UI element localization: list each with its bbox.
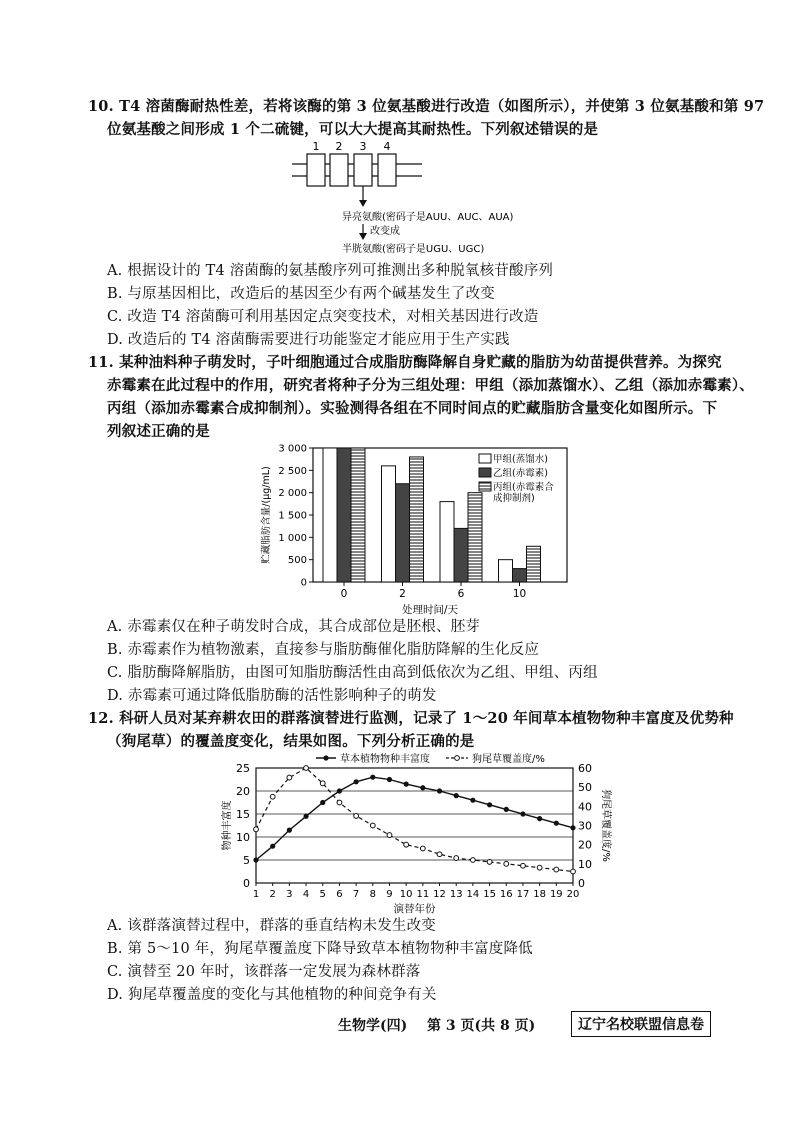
- bar-legend-label-2: 成抑制剂): [493, 493, 535, 504]
- line-right-tick-label: 20: [578, 838, 592, 852]
- line-xtick-label: 10: [399, 889, 413, 900]
- richness-point-4: [303, 814, 308, 819]
- coverage-point-14: [470, 858, 475, 863]
- bar-ytick-label: 2 500: [278, 465, 307, 477]
- line-right-tick-label: 10: [578, 857, 592, 871]
- richness-point-6: [337, 788, 342, 793]
- richness-point-18: [537, 816, 542, 821]
- bar-xtick-label: 6: [457, 588, 465, 600]
- q10-label-from: 异亮氨酸(密码子是AUU、AUC、AUA): [342, 212, 514, 223]
- q11-option-c: C. 脂肪酶降解脂肪，由图可知脂肪酶活性由高到低依次为乙组、甲组、丙组: [107, 665, 598, 681]
- line-xtick-label: 11: [416, 889, 430, 900]
- richness-point-12: [437, 788, 442, 793]
- line-xtick-label: 3: [286, 889, 293, 900]
- bar-legend-label-0: 甲组(蒸馏水): [493, 454, 548, 465]
- bar-ytick-label: 1 000: [278, 532, 307, 544]
- q12-option-a: A. 该群落演替过程中，群落的垂直结构未发生改变: [107, 918, 436, 934]
- amino-acid-box-2: [330, 154, 348, 186]
- line-xtick-label: 4: [302, 889, 310, 900]
- bar-legend-label-1: 乙组(赤霉素): [493, 468, 548, 479]
- q12-option-d: D. 狗尾草覆盖度的变化与其他植物的种间竞争有关: [107, 987, 437, 1003]
- q10-protein-diagram: [280, 140, 540, 260]
- bar-ytick-label: 0: [300, 577, 307, 589]
- line-xtick-label: 7: [352, 889, 360, 900]
- coverage-point-20: [571, 869, 576, 874]
- q10-stem-line1: 10. T4 溶菌酶耐热性差，若将该酶的第 3 位氨基酸进行改造（如图所示），并使第 3 位氨基酸和第 97: [88, 98, 765, 115]
- arrow-down-2-head: [359, 233, 367, 240]
- line-right-tick-label: 30: [578, 819, 592, 833]
- bar-1-2: [396, 484, 410, 582]
- line-xtick-label: 1: [252, 889, 260, 900]
- q11-stem-line2: 赤霉素在此过程中的作用，研究者将种子分为三组处理：甲组（添加蒸馏水）、乙组（添加赤霉素）、: [107, 377, 754, 394]
- bar-y-axis-label: 贮藏脂肪含量/(μg/mL): [261, 466, 272, 564]
- footer-brand-box: [571, 1011, 711, 1037]
- legend-label-coverage: 狗尾草覆盖度/%: [472, 754, 545, 765]
- line-xtick-label: 16: [499, 889, 513, 900]
- bar-2-2: [410, 457, 424, 582]
- position-label-3: 3: [359, 140, 367, 153]
- line-right-tick-label: 60: [578, 762, 592, 775]
- bar-2-0: [351, 448, 365, 582]
- richness-point-10: [404, 782, 409, 787]
- bar-ytick-label: 3 000: [278, 443, 307, 455]
- line-xtick-label: 15: [483, 889, 496, 900]
- q11-option-a: A. 赤霉素仅在种子萌发时合成，其合成部位是胚根、胚芽: [107, 619, 481, 635]
- bar-ytick-label: 500: [287, 555, 307, 567]
- richness-point-5: [320, 800, 325, 805]
- legend-marker-coverage: [455, 756, 460, 761]
- coverage-point-6: [337, 800, 342, 805]
- q10-label-to: 半胱氨酸(密码子是UGU、UGC): [342, 244, 485, 255]
- q11-option-b: B. 赤霉素作为植物激素，直接参与脂肪酶催化脂肪降解的生化反应: [107, 642, 540, 658]
- coverage-line: [256, 768, 573, 872]
- coverage-point-7: [354, 814, 359, 819]
- bar-1-10: [513, 569, 527, 582]
- footer-subject: 生物学(四): [338, 1018, 408, 1034]
- coverage-point-9: [387, 833, 392, 838]
- bar-0-2: [382, 466, 396, 582]
- richness-point-19: [554, 821, 559, 826]
- richness-point-8: [370, 775, 375, 780]
- line-left-tick-label: 20: [236, 785, 250, 798]
- legend-marker-richness: [323, 755, 328, 760]
- q12-stem-line1: 12. 科研人员对某弃耕农田的群落演替进行监测，记录了 1～20 年间草本植物物种丰富度及优势种: [88, 710, 734, 727]
- line-xtick-label: 6: [336, 889, 343, 900]
- line-xtick-label: 19: [549, 889, 563, 900]
- line-xtick-label: 12: [433, 889, 446, 900]
- coverage-point-10: [404, 842, 409, 847]
- coverage-point-12: [437, 852, 442, 857]
- bar-ytick-label: 2 000: [278, 488, 307, 500]
- line-x-axis-label: 演替年份: [393, 903, 436, 915]
- richness-point-14: [470, 798, 475, 803]
- line-left-tick-label: 5: [243, 854, 250, 867]
- line-xtick-label: 8: [369, 889, 376, 900]
- q10-option-c: C. 改造 T4 溶菌酶可利用基因定点突变技术，对相关基因进行改造: [107, 309, 539, 325]
- bar-2-10: [527, 546, 541, 582]
- q11-stem-line4: 列叙述正确的是: [107, 423, 210, 440]
- bar-legend-label-2: 丙组(赤霉素合: [493, 482, 554, 493]
- coverage-point-1: [254, 827, 259, 832]
- coverage-point-4: [304, 766, 309, 771]
- coverage-point-18: [537, 865, 542, 870]
- coverage-point-17: [521, 863, 526, 868]
- amino-acid-box-3: [354, 154, 372, 186]
- richness-point-13: [454, 793, 459, 798]
- bar-0-0: [323, 448, 337, 582]
- bar-0-6: [440, 502, 454, 582]
- line-xtick-label: 2: [269, 889, 276, 900]
- coverage-point-15: [487, 860, 492, 865]
- line-right-tick-label: 0: [578, 877, 585, 890]
- richness-point-2: [270, 844, 275, 849]
- bar-legend-swatch-2: [479, 482, 491, 491]
- richness-line: [256, 777, 573, 860]
- line-xtick-label: 20: [566, 889, 580, 900]
- coverage-point-11: [420, 846, 425, 851]
- q10-option-d: D. 改造后的 T4 溶菌酶需要进行功能鉴定才能应用于生产实践: [107, 332, 510, 348]
- coverage-point-13: [454, 856, 459, 861]
- q12-option-b: B. 第 5～10 年，狗尾草覆盖度下降导致草本植物物种丰富度降低: [107, 941, 533, 957]
- richness-point-9: [387, 777, 392, 782]
- coverage-point-2: [270, 794, 275, 799]
- line-xtick-label: 14: [466, 889, 480, 900]
- q11-option-d: D. 赤霉素可通过降低脂肪酶的活性影响种子的萌发: [107, 688, 437, 704]
- q12-line-chart: [218, 748, 613, 918]
- line-xtick-label: 13: [449, 889, 463, 900]
- line-left-tick-label: 0: [243, 877, 250, 890]
- bar-1-6: [454, 528, 468, 582]
- q11-bar-chart: [255, 440, 575, 615]
- richness-point-15: [487, 802, 492, 807]
- line-xtick-label: 5: [319, 889, 326, 900]
- line-right-tick-label: 50: [578, 781, 592, 795]
- bar-x-axis-label: 处理时间/天: [401, 604, 459, 615]
- q10-option-a: A. 根据设计的 T4 溶菌酶的氨基酸序列可推测出多种脱氧核苷酸序列: [107, 263, 554, 279]
- coverage-point-8: [370, 823, 375, 828]
- q11-stem-line3: 丙组（添加赤霉素合成抑制剂）。实验测得各组在不同时间点的贮藏脂肪含量变化如图所示。下: [107, 400, 718, 417]
- bar-legend-swatch-0: [479, 454, 491, 463]
- line-left-tick-label: 25: [236, 762, 250, 775]
- coverage-point-16: [504, 861, 509, 866]
- bar-ytick-label: 1 500: [278, 510, 307, 522]
- richness-point-7: [354, 779, 359, 784]
- richness-point-16: [504, 807, 509, 812]
- q12-stem-line2: （狗尾草）的覆盖度变化，结果如图。下列分析正确的是: [107, 733, 475, 750]
- footer-brand: 辽宁名校联盟信息卷: [578, 1017, 704, 1033]
- line-right-tick-label: 40: [578, 800, 592, 814]
- coverage-point-19: [554, 867, 559, 872]
- line-right-axis-label: 狗尾草覆盖度/%: [600, 789, 611, 862]
- q10-stem-line2: 位氨基酸之间形成 1 个二硫键，可以大大提高其耐热性。下列叙述错误的是: [107, 121, 599, 138]
- q10-position-labels: [313, 140, 391, 153]
- line-left-tick-label: 10: [236, 831, 250, 844]
- richness-point-3: [287, 828, 292, 833]
- line-xtick-label: 9: [386, 889, 393, 900]
- legend-label-richness: 草本植物物种丰富度: [340, 754, 430, 765]
- q12-option-c: C. 演替至 20 年时，该群落一定发展为森林群落: [107, 964, 421, 980]
- amino-acid-box-4: [378, 154, 396, 186]
- richness-point-20: [570, 825, 575, 830]
- bar-xtick-label: 2: [399, 588, 406, 600]
- line-left-axis-label: 物种丰富度: [222, 800, 233, 851]
- line-left-tick-label: 15: [236, 808, 250, 821]
- richness-point-17: [520, 811, 525, 816]
- bar-0-10: [499, 560, 513, 582]
- position-label-1: 1: [312, 140, 320, 153]
- coverage-point-5: [320, 781, 325, 786]
- coverage-point-3: [287, 775, 292, 780]
- richness-point-11: [420, 785, 425, 790]
- bar-xtick-label: 10: [512, 588, 527, 600]
- bar-legend-swatch-1: [479, 468, 491, 477]
- q11-stem-line1: 11. 某种油料种子萌发时，子叶细胞通过合成脂肪酶降解自身贮藏的脂肪为幼苗提供营养。为探究: [88, 354, 722, 371]
- position-label-4: 4: [383, 140, 391, 153]
- q10-option-b: B. 与原基因相比，改造后的基因至少有两个碱基发生了改变: [107, 286, 495, 302]
- bar-xtick-label: 0: [340, 588, 348, 600]
- bar-2-6: [468, 493, 482, 582]
- position-label-2: 2: [335, 140, 343, 153]
- line-xtick-label: 18: [533, 889, 546, 900]
- amino-acid-box-1: [307, 154, 325, 186]
- line-xtick-label: 17: [516, 889, 530, 900]
- richness-point-1: [253, 857, 258, 862]
- footer-page: 第 3 页(共 8 页): [427, 1018, 536, 1034]
- bar-1-0: [337, 448, 351, 582]
- arrow-down-1-head: [359, 200, 367, 207]
- q10-label-change: 改变成: [370, 226, 400, 237]
